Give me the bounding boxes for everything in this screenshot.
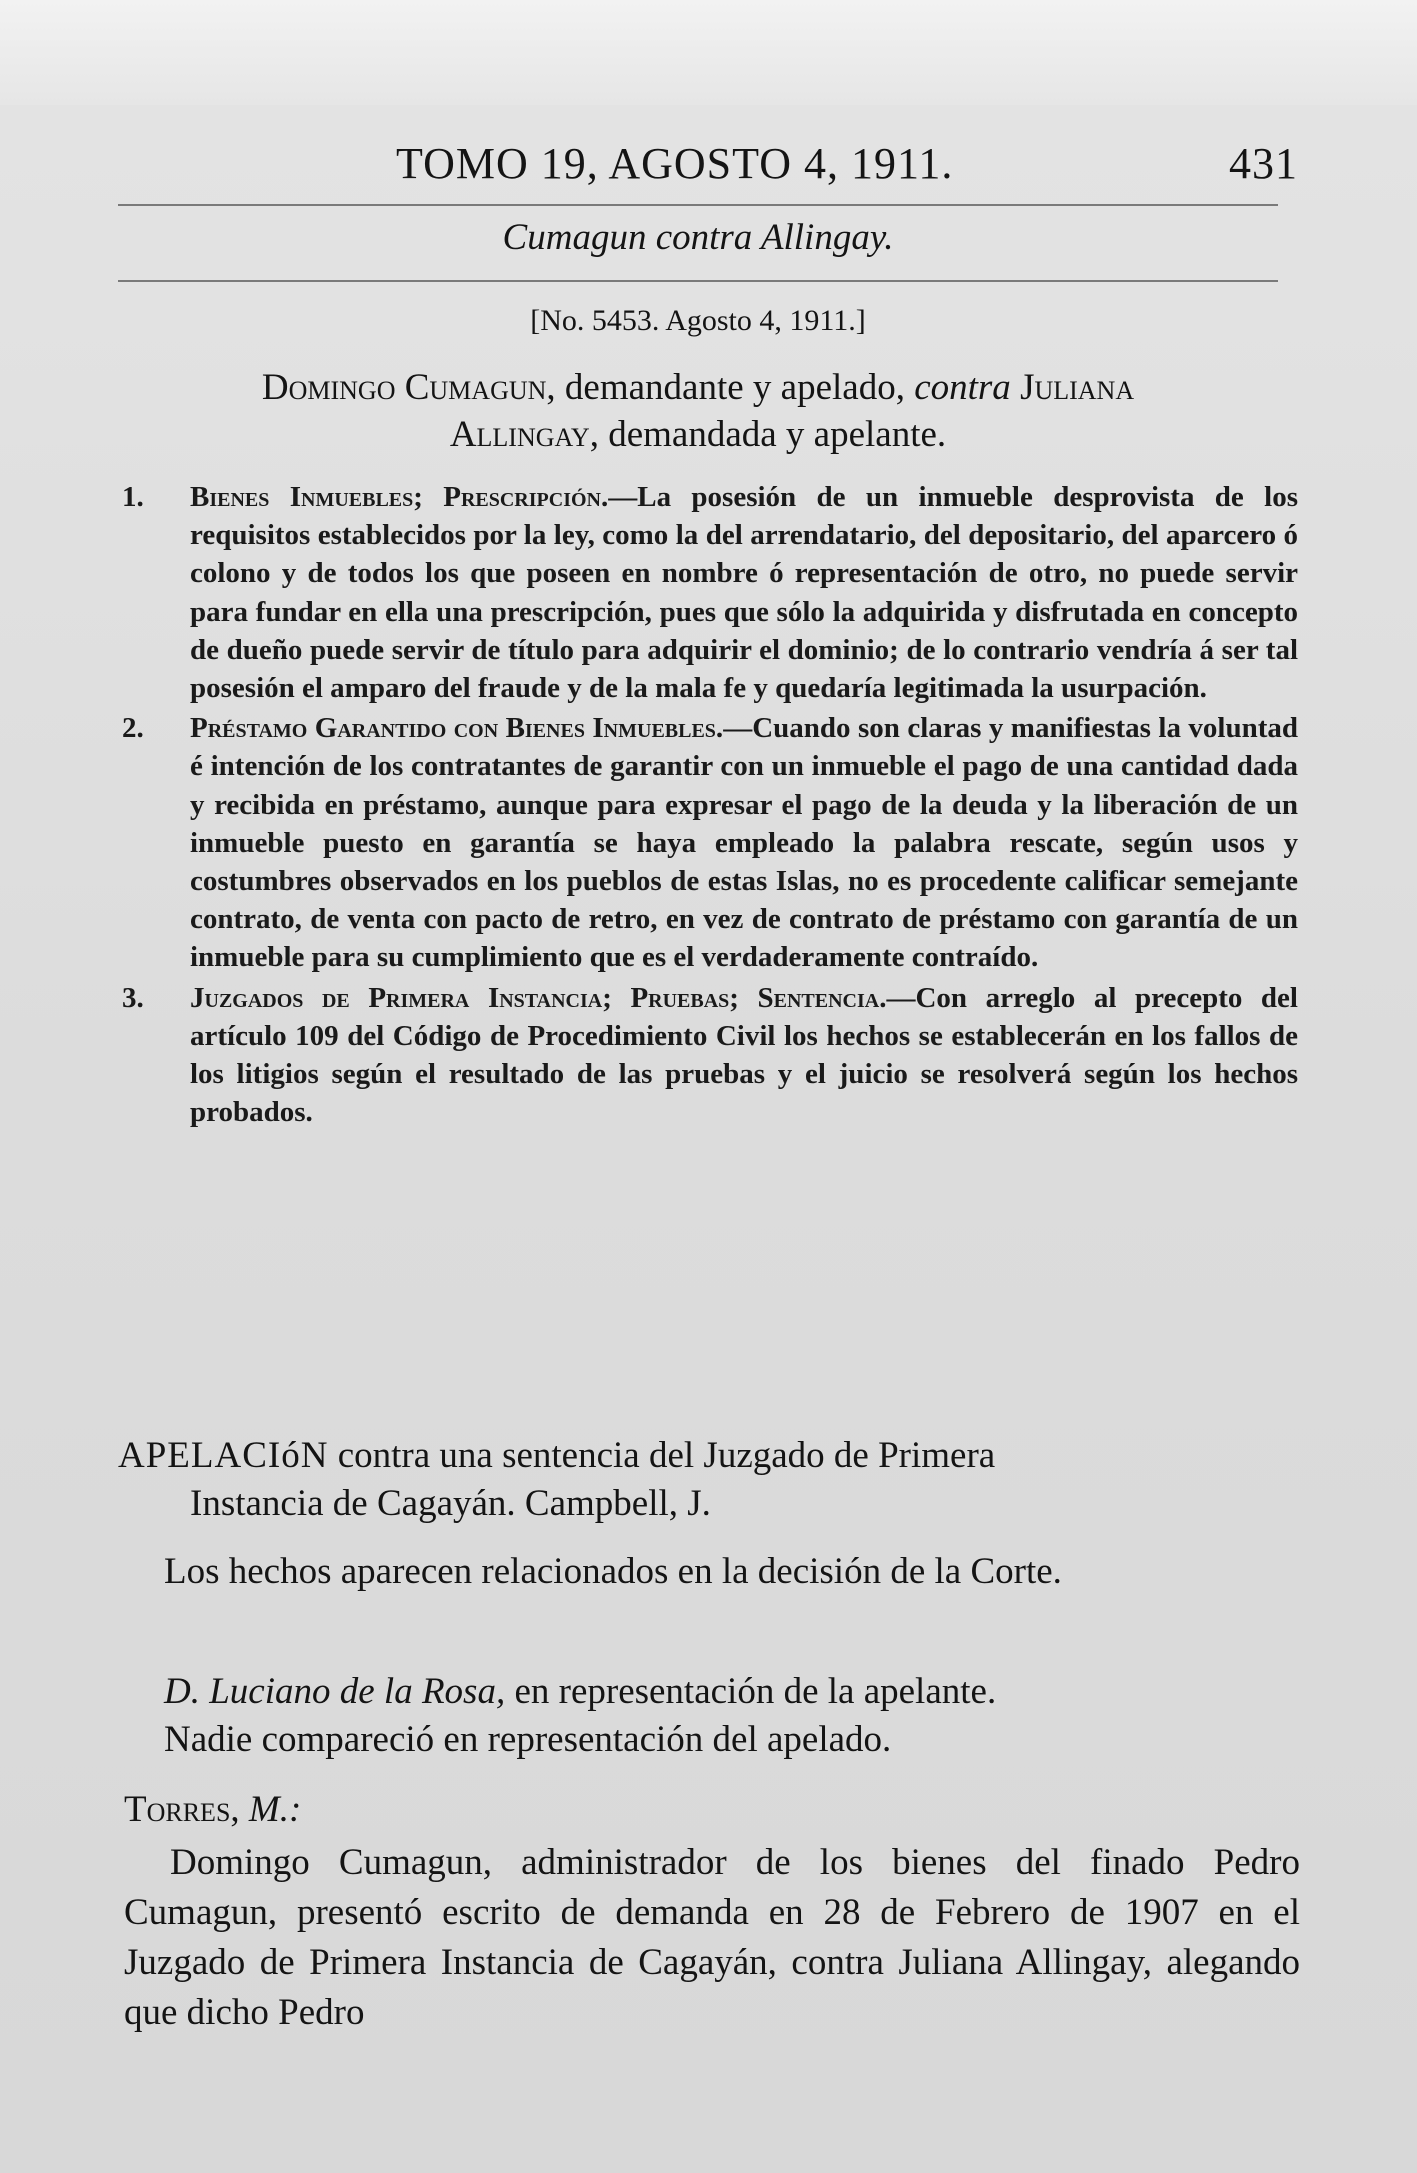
appeal-line-2: Instancia de Cagayán. Campbell, J.: [190, 1483, 711, 1524]
counsel: [164, 1668, 1304, 1764]
appeal-line-1: contra una sentencia del Juzgado de Primera: [328, 1435, 996, 1476]
appellee-counsel: Nadie compareció en representación del apelado.: [164, 1719, 892, 1760]
facts-paragraph: Los hechos aparecen relacionados en la decisión de la Corte.: [164, 1551, 1062, 1592]
syllabus-number: 1.: [122, 481, 144, 513]
syllabus-item: [118, 979, 1298, 1132]
author-separator: ,: [230, 1789, 249, 1830]
syllabus-item: [118, 478, 1298, 707]
appeal-lead: APELACIóN: [118, 1435, 329, 1476]
author-name: Torres: [124, 1789, 231, 1830]
defendant-last-name: Allingay: [449, 414, 590, 455]
caption-rule: [118, 280, 1278, 282]
volume-date-title: TOMO 19, AGOSTO 4, 1911.: [396, 139, 954, 188]
defendant-role: , demandada y apelante.: [589, 414, 947, 455]
syllabus-number: 3.: [122, 981, 144, 1014]
opinion-author: [124, 1788, 724, 1831]
syllabus-heading: Bienes Inmuebles; Prescripción.: [190, 481, 609, 513]
page-top-margin: [0, 0, 1417, 105]
appeal-statement: [118, 1432, 1298, 1528]
syllabus-number: 2.: [122, 712, 144, 745]
syllabus-text: —Cuando son claras y manifiestas la voluntad é intención de los contratantes de garantir con un inmueble el pago de una cantidad dada y recibida en préstamo, aunque para expresar el pago de la deuda y la liberación de un inmueble puesto en garantía se haya empleado la palabra rescate, según usos y costumbres observados en los pueblos de estas Islas, no es procedente calificar semejante contrato, de venta con pacto de retro, en vez de contrato de préstamo con garantía de un inmueble para su cumplimiento que es el verdaderamente contraído.: [190, 712, 1298, 974]
plaintiff-name: Domingo Cumagun: [261, 367, 547, 408]
syllabus-text: —Con arreglo al precepto del artículo 109 del Código de Procedimiento Civil los hechos se establecerán en los fallos de los litigios según el resultado de las pruebas y el juicio se resolverá según los hechos probados.: [190, 981, 1298, 1129]
page-number: 431: [1229, 139, 1298, 188]
running-head: [118, 138, 1298, 194]
case-caption: Cumagun contra Allingay.: [502, 217, 894, 258]
syllabus-item: [118, 709, 1298, 976]
syllabus-text: —La posesión de un inmueble desprovista de los requisitos establecidos por la ley, como la del arrendatario, del depositario, del aparcero ó colono y de todos los que poseen en nombre ó representación de otro, no puede servir para fundar en ella una prescripción, pues que sólo la adquirida y disfrutada en concepto de dueño puede servir de título para adquirir el dominio; de lo contrario vendría á ser tal posesión el amparo del fraude y de la mala fe y quedaría legitimada la usurpación.: [190, 481, 1298, 705]
parties: [118, 364, 1278, 458]
appellant-counsel-role: en representación de la apelante.: [505, 1671, 997, 1712]
case-number: [No. 5453. Agosto 4, 1911.]: [530, 304, 866, 337]
plaintiff-role: , demandante y apelado,: [546, 367, 915, 408]
header-rule: [118, 204, 1278, 206]
syllabus-heading: Juzgados de Primera Instancia; Pruebas; Sentencia.: [190, 981, 887, 1014]
defendant-first-name: Juliana: [1010, 367, 1135, 408]
syllabus: [118, 478, 1298, 1133]
versus: contra: [914, 367, 1011, 408]
opinion-paragraph: Domingo Cumagun, administrador de los bienes del finado Pedro Cumagun, presentó escrito de demanda en 28 de Febrero de 1907 en el Juzgado de Primera Instancia de Cagayán, contra Juliana Allingay, alegando que dicho Pedro: [124, 1842, 1300, 2033]
author-title: M.:: [248, 1789, 302, 1830]
syllabus-heading: Préstamo Garantido con Bienes Inmuebles.: [190, 712, 724, 745]
appellant-counsel-name: D. Luciano de la Rosa,: [164, 1671, 506, 1712]
